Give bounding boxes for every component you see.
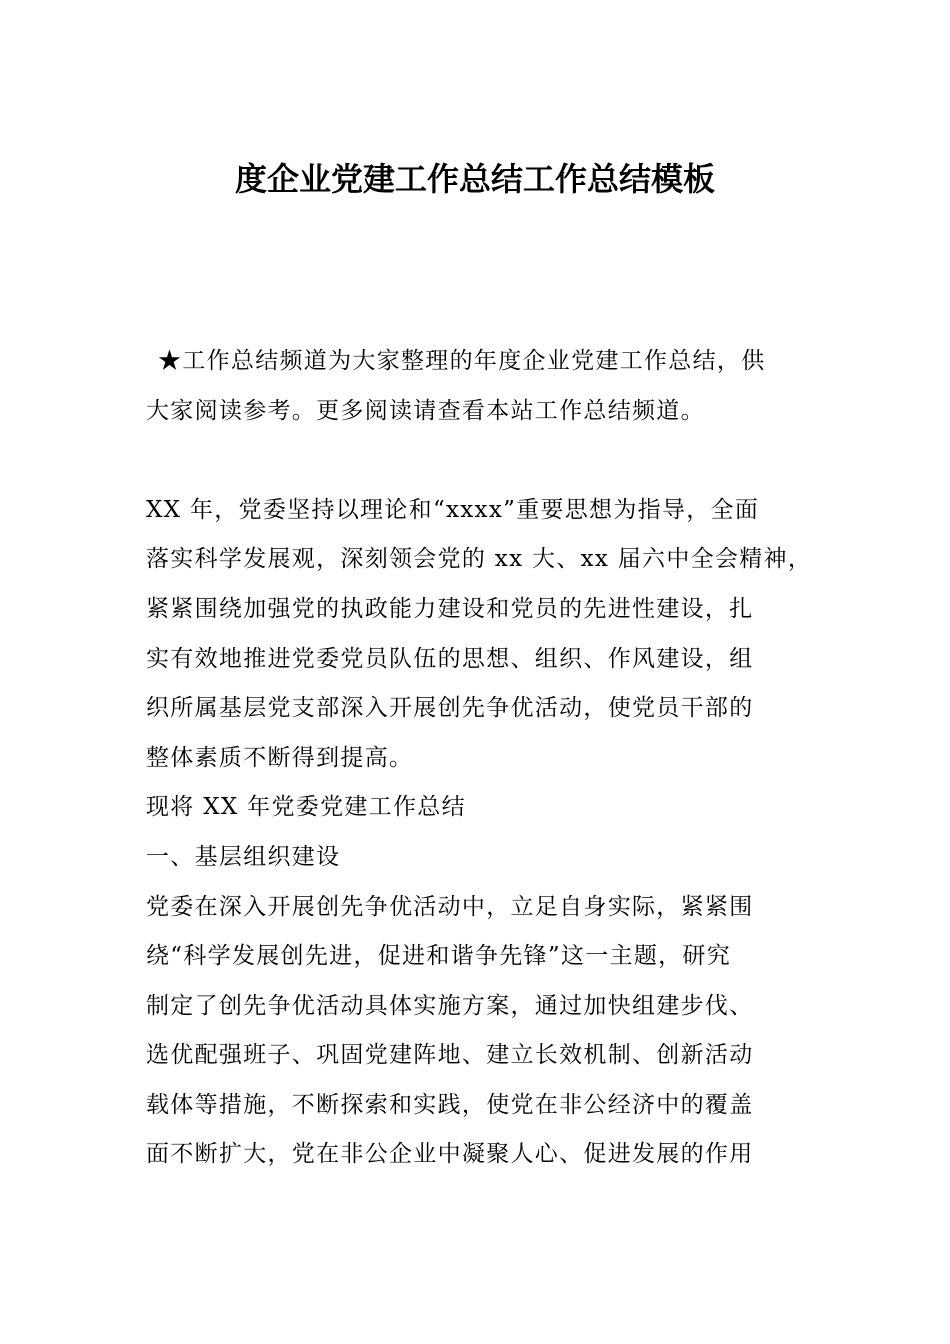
paragraph-1-line-3: 紧紧围绕加强党的执政能力建设和党员的先进性建设，扎 bbox=[146, 596, 754, 622]
lead-line: 现将 XX 年党委党建工作总结 bbox=[146, 794, 466, 820]
paragraph-1-line-5: 织所属基层党支部深入开展创先争优活动，使党员干部的 bbox=[146, 695, 754, 721]
intro-line-1: ★工作总结频道为大家整理的年度企业党建工作总结，供 bbox=[158, 348, 766, 374]
paragraph-2-line-3: 制定了创先争优活动具体实施方案，通过加快组建步伐、 bbox=[146, 993, 754, 1019]
paragraph-1-line-6: 整体素质不断得到提高。 bbox=[146, 745, 414, 771]
paragraph-2-line-5: 载体等措施，不断探索和实践，使党在非公经济中的覆盖 bbox=[146, 1092, 754, 1118]
intro-line-2: 大家阅读参考。更多阅读请查看本站工作总结频道。 bbox=[146, 398, 705, 424]
section-1-heading: 一、基层组织建设 bbox=[146, 844, 341, 870]
paragraph-1-line-1: XX 年，党委坚持以理论和“xxxx”重要思想为指导，全面 bbox=[146, 497, 760, 523]
paragraph-2-line-6: 面不断扩大，党在非公企业中凝聚人心、促进发展的作用 bbox=[146, 1141, 754, 1167]
paragraph-2-line-4: 选优配强班子、巩固党建阵地、建立长效机制、创新活动 bbox=[146, 1042, 754, 1068]
paragraph-2-line-1: 党委在深入开展创先争优活动中，立足自身实际，紧紧围 bbox=[146, 894, 754, 920]
document-title: 度企业党建工作总结工作总结模板 bbox=[234, 160, 715, 198]
paragraph-2-line-2: 绕“科学发展创先进，促进和谐争先锋”这一主题，研究 bbox=[146, 943, 732, 969]
paragraph-1-line-2: 落实科学发展观，深刻领会党的 xx 大、xx 届六中全会精神， bbox=[146, 546, 813, 572]
paragraph-1-line-4: 实有效地推进党委党员队伍的思想、组织、作风建设，组 bbox=[146, 646, 754, 672]
